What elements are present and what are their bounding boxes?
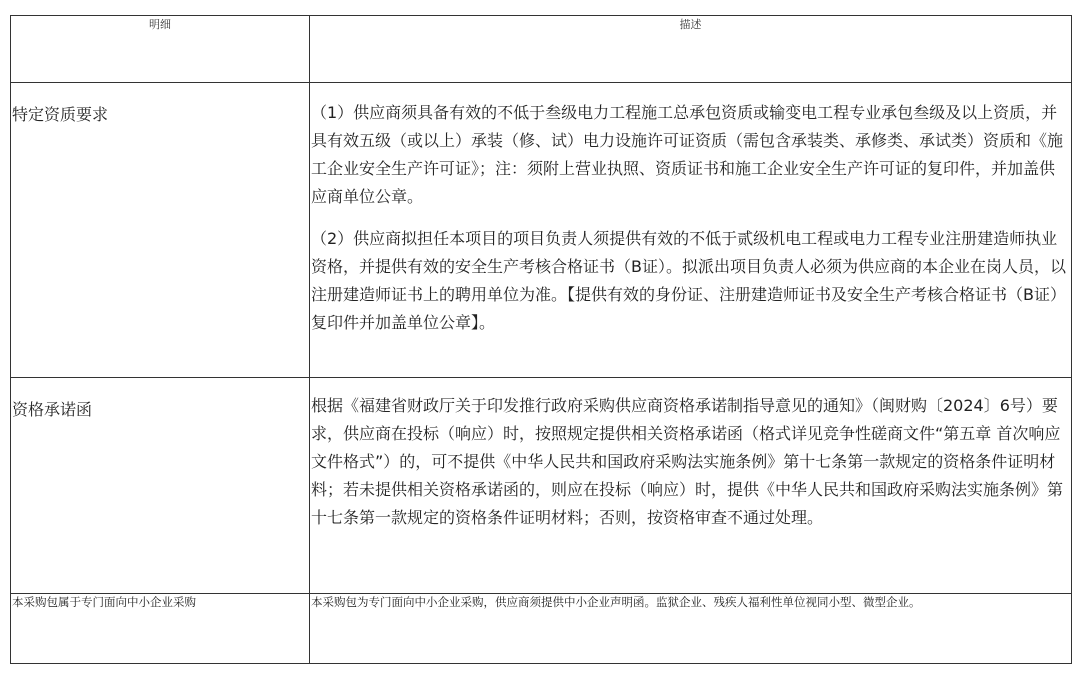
row-label-qualification: 特定资质要求 [12, 105, 109, 124]
requirements-table [10, 15, 1072, 664]
row-label-commitment: 资格承诺函 [12, 400, 93, 419]
row-description-commitment: 根据《福建省财政厅关于印发推行政府采购供应商资格承诺制指导意见的通知》（闽财购〔2024〕6号）要求，供应商在投标（响应）时，按照规定提供相关资格承诺函（格式详见竞争性磋商文件“第五章 首次响应文件格式”）的，可不提供《中华人民共和国政府采购法实施条例》第十七条第一款规定的资格条件证明材料；若未提供相关资格承诺函的，则应在投标（响应）时，提供《中华人民共和国政府采购法实施条例》第十七条第一款规定的资格条件证明材料；否则，按资格审查不通过处理。 [311, 396, 1064, 527]
row-description-qualification [310, 83, 1071, 337]
table-row [11, 378, 1072, 594]
header-description: 描述 [310, 16, 1072, 83]
qualification-paragraph-2: （2）供应商拟担任本项目的项目负责人须提供有效的不低于贰级机电工程或电力工程专业注册建造师执业资格，并提供有效的安全生产考核合格证书（B证）。拟派出项目负责人必须为供应商的本企业在岗人员，以注册建造师证书上的聘用单位为准。【提供有效的身份证、注册建造师证书及安全生产考核合格证书（B证）复印件并加盖单位公章】。 [311, 229, 1066, 332]
header-detail: 明细 [11, 16, 310, 83]
table-row [11, 83, 1072, 378]
table-row [11, 594, 1072, 664]
table-header-row [11, 16, 1072, 83]
row-label-sme: 本采购包属于专门面向中小企业采购 [12, 595, 196, 609]
row-description-sme: 本采购包为专门面向中小企业采购，供应商须提供中小企业声明函。监狱企业、残疾人福利性单位视同小型、微型企业。 [311, 595, 921, 609]
qualification-paragraph-1: （1）供应商须具备有效的不低于叁级电力工程施工总承包资质或输变电工程专业承包叁级及以上资质，并具有效五级（或以上）承装（修、试）电力设施许可证资质（需包含承装类、承修类、承试类）资质和《施工企业安全生产许可证》；注：须附上营业执照、资质证书和施工企业安全生产许可证的复印件，并加盖供应商单位公章。 [311, 103, 1064, 206]
